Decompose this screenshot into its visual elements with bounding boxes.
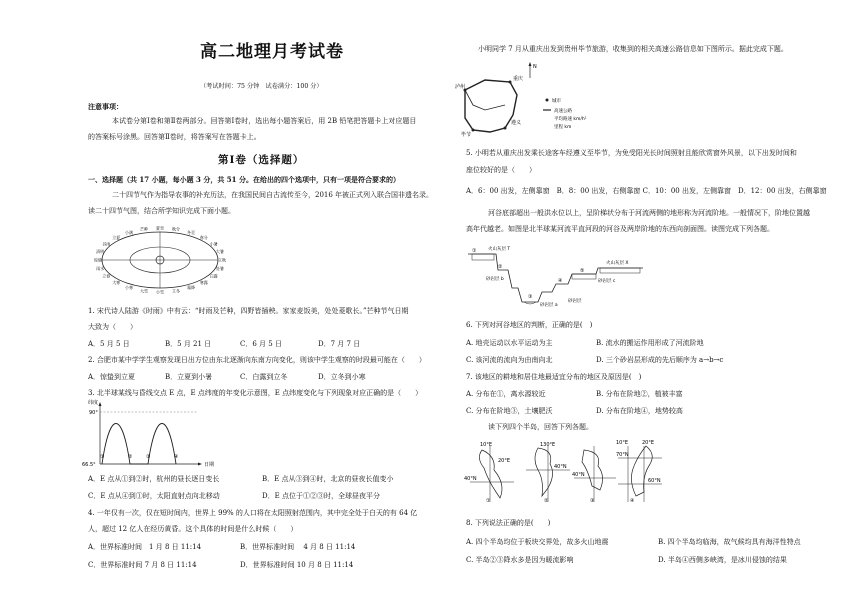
q4-option-a: A．世界标准时间 1 月 8 日 11:14 xyxy=(88,543,202,551)
solar-term-label: 立夏 xyxy=(112,234,121,240)
solar-term-label: 秋分 xyxy=(172,226,180,232)
q6-option-b: B. 流水的搬运作用形成了河流阶地 xyxy=(596,339,704,347)
page-title: 高二地理月考试卷 xyxy=(200,42,344,62)
peninsula-3 xyxy=(582,450,603,490)
q2-option-d: D．立冬到小寒 xyxy=(318,373,366,381)
solar-term-label: 谷雨 xyxy=(102,241,111,247)
q5-stem-1: 5. 小明若从重庆出发乘长途客车经遵义至毕节，为免受阳光长时间照射且能欣赏窗外风景，以下出发时间和 xyxy=(466,149,797,157)
peninsula-4-lat-2: 60°N xyxy=(648,478,661,484)
place-chongqing: 重庆 xyxy=(513,76,524,82)
solar-term-label: 大寒 xyxy=(112,280,121,286)
place-luzhou: 泸州 xyxy=(455,84,466,90)
y-top-label: 90° xyxy=(89,410,98,416)
y-bottom-label: 66.5° xyxy=(82,462,96,468)
peninsulas-figure xyxy=(466,440,666,506)
peninsula-1-num: ① xyxy=(486,498,491,504)
q6-option-c: C. 该河流的流向为由南向北 xyxy=(466,356,553,364)
label-sand-b: 砂岩层 b xyxy=(486,277,504,282)
peninsula-2 xyxy=(535,448,553,496)
peninsula-3-lat: 40°N xyxy=(572,472,585,478)
notice-heading: 注意事项： xyxy=(88,102,123,111)
solar-term-label: 小暑 xyxy=(209,241,218,247)
notice-line-1: 本试卷分第Ⅰ卷和第Ⅱ卷两部分。回答第Ⅰ卷时，选出每小题答案后，用 2B 铅笔把答题卡上对应题目 xyxy=(112,117,417,125)
section-title: 第Ⅰ卷（选择题） xyxy=(218,154,305,166)
q4-option-d: D．世界标准时间 10 月 8 日 11:14 xyxy=(240,561,354,569)
q7-option-c: C. 分布在阶地③，土壤肥沃 xyxy=(466,407,553,415)
latitude-curve xyxy=(102,424,176,465)
solar-term-label: 小雪 xyxy=(156,289,164,295)
peninsula-2-lon: 130°E xyxy=(540,442,556,448)
latitude-curve-figure xyxy=(82,400,228,470)
q3-option-c: C．E 点从④到①时，太阳直射点向北移动 xyxy=(88,492,220,500)
legend-city: 城市 xyxy=(552,99,561,104)
solar-term-label: 小寒 xyxy=(125,285,133,291)
label-sand: 砂岩层 xyxy=(568,299,582,304)
solar-term-label: 寒露 xyxy=(199,280,208,286)
q8-option-c: C. 半岛②③降水多是因为暖流影响 xyxy=(466,556,574,564)
q3-stem: 3. 北半球某线与昏线交点 E 点，E 点纬度的年变化示意图，E 点纬度变化与下列现象对应正确的是（ ） xyxy=(88,389,423,397)
q1-option-a: A．5 月 5 日 xyxy=(88,340,130,348)
q3-option-d: D．E 点位于①②③时，全球昼夜平分 xyxy=(262,492,380,500)
peninsula-4-num: ④ xyxy=(630,498,635,504)
intro-2: 小明同学 7 月从重庆出发到贵州毕节旅游，收集到的相关高速公路信息如下图所示。据此完成下题。 xyxy=(478,45,788,53)
peninsula-4-lon-2: 20°E xyxy=(642,440,655,446)
notice-line-2: 的答案标号涂黑。回答第Ⅱ卷时，将答案写在答题卡上。 xyxy=(88,133,261,141)
q8-stem: 8. 下列说法正确的是( ) xyxy=(466,519,551,527)
peninsula-3-num: ③ xyxy=(590,498,595,504)
section-instruction: 一、选择题（共 17 小题，每小题 3 分，共 51 分。在给出的四个选项中，只有一项是符合要求的） xyxy=(88,175,400,184)
peninsula-1-lat: 20°E xyxy=(498,458,511,464)
q4-option-b: B．世界标准时间 4 月 8 日 11:14 xyxy=(240,543,356,551)
q2-option-b: B．立夏到小暑 xyxy=(165,373,213,381)
solar-terms-figure xyxy=(95,222,225,298)
terrace-5: ⑤ xyxy=(580,268,585,274)
solar-term-label: 惊蛰 xyxy=(94,257,102,263)
solar-term-label: 处暑 xyxy=(215,265,224,271)
peninsula-2-num: ② xyxy=(544,498,549,504)
q1-option-b: B．5 月 21 日 xyxy=(165,340,212,348)
solar-term-label: 雨水 xyxy=(96,265,105,271)
point-1: ① xyxy=(100,454,105,460)
q5-stem-2: 座位较好的是（ ） xyxy=(466,166,536,174)
exam-meta: （考试时间：75 分钟 试卷满分：100 分） xyxy=(200,83,323,90)
q2-option-c: C．白露到立冬 xyxy=(240,373,288,381)
point-3: ③ xyxy=(146,454,151,460)
legend-highway: 高速公路 xyxy=(554,109,572,114)
intro-3-line-2: 高年代越老。如图是北半球某河流平直河段的河谷及两岸阶地的东西向剖面图。读图完成下列各题。 xyxy=(466,225,774,233)
place-zunyi: 遵义 xyxy=(511,120,522,126)
solar-term-label: 春分 xyxy=(199,234,208,240)
peninsula-4-lat-1: 70°N xyxy=(616,452,629,458)
point-2: ② xyxy=(128,454,133,460)
terrace-2: ② xyxy=(498,264,503,270)
solar-term-label: 小满 xyxy=(125,229,133,235)
highway-map xyxy=(455,60,635,138)
north-arrow: N xyxy=(533,64,537,70)
solar-term-label: 芒种 xyxy=(140,226,148,232)
q4-stem-1: 4. 一年仅有一次，仅在短时间内，世界上 99% 的人口将在太阳照射范围内，其中完全处于白天的有 64 亿 xyxy=(88,509,418,517)
q6-option-d: D. 三个砂岩层形成的先后顺序为 a→b→c xyxy=(596,356,724,364)
x-axis-label: 日期 xyxy=(204,462,215,468)
solar-term-label: 白露 xyxy=(209,273,218,279)
intro-3-line-1: 河谷底部超出一般洪水位以上，呈阶梯状分布于河流两侧的地形称为河流阶地。一般情况下，阶地位置越 xyxy=(488,209,810,217)
q1-option-d: D．7 月 7 日 xyxy=(318,340,361,348)
q3-option-a: A．E 点从①到②时，杭州的昼长逐日变长 xyxy=(88,475,220,483)
solar-term-label: 冬至 xyxy=(187,229,195,235)
terrace-3: ③ xyxy=(528,294,533,300)
peninsula-4-lon-1: 10°E xyxy=(616,440,629,446)
q4-option-c: C．世界标准时间 7 月 8 日 11:14 xyxy=(88,561,197,569)
q6-stem: 6. 下列对河谷地区的判断，正确的是( ) xyxy=(466,321,593,329)
q1-stem-2: 大致为（ ） xyxy=(88,323,137,331)
label-ash-t: 火山灰层 T xyxy=(488,247,511,252)
terrace-4: ④ xyxy=(558,278,563,284)
q7-option-b: B. 分布在阶地②，植被丰富 xyxy=(596,390,683,398)
q3-option-b: B．E 点从③到④时，北京的昼夜长值变小 xyxy=(262,475,394,483)
q7-option-d: D. 分布在阶地④，地势较高 xyxy=(596,407,683,415)
solar-term-label: 立春 xyxy=(102,273,111,279)
peninsula-2-lat: 40°N xyxy=(554,464,567,470)
label-sand-a: 砂岩层 a xyxy=(540,303,558,308)
y-axis-label: 纬度 xyxy=(88,400,99,406)
label-sand-c: 砂岩层 c xyxy=(598,279,616,284)
terrace-1: ① xyxy=(472,248,477,254)
solar-term-label: 清明 xyxy=(96,249,105,255)
peninsula-1-lat-2: 40°N xyxy=(464,476,477,482)
intro-1-line-1: 二十四节气作为指导农事的补充历法，在我国民间自古流传至今，2016 年被正式列入联合国非遗名录。 xyxy=(112,191,434,199)
q2-stem: 2. 合肥市某中学学生观察发现日出方位由东北逐渐向东南方向变化，则该中学生观察的时段最可能在（ ） xyxy=(88,356,426,364)
label-ash-x: 火山灰层 X xyxy=(606,261,629,266)
q8-option-b: B. 四个半岛均临海，故气候均具有海洋性特点 xyxy=(658,538,801,546)
legend-speed: 平均路速 km/h¹ xyxy=(554,117,587,122)
q2-option-a: A．惊蛰到立夏 xyxy=(88,373,136,381)
solar-term-label: 霜降 xyxy=(187,285,195,291)
q8-option-d: D. 半岛④西侧多峡湾，是冰川侵蚀的结果 xyxy=(658,556,787,564)
legend-mileage: 里程 km xyxy=(554,125,572,130)
solar-term-label: 立秋 xyxy=(218,257,226,263)
solar-term-label: 大暑 xyxy=(215,249,224,255)
highway-loop xyxy=(465,80,517,132)
intro-4: 读下列四个半岛，回答下列各题。 xyxy=(488,423,593,431)
q5-options: A．6：00 出发，左侧靠窗 B．8：00 出发，右侧靠窗 C．10：00 出发，左侧靠窗 D．12：00 出发，右侧靠窗 xyxy=(466,187,827,195)
solar-term-label: 立冬 xyxy=(172,288,180,294)
peninsula-4 xyxy=(631,446,652,496)
peninsula-1-lon: 10°E xyxy=(480,442,493,448)
q7-stem: 7. 该地区的耕地和居住地最适宜分布的地区及原因是( ) xyxy=(466,373,642,381)
q1-stem-1: 1. 宋代诗人陆游《时雨》中有云：“时雨及芒种，四野皆插秧。家家麦饭美，处处菱歌长。”芒种节气日期 xyxy=(88,307,409,315)
q4-stem-2: 人，超过 12 亿人在经历黄昏。这个具体的时间是什么时候（ ） xyxy=(88,525,298,533)
q1-option-c: C．6 月 5 日 xyxy=(240,340,282,348)
point-4: ④ xyxy=(174,454,179,460)
q8-option-a: A. 四个半岛均位于板块交界处，故多火山地震 xyxy=(466,538,609,546)
solar-term-label: 大雪 xyxy=(140,288,148,294)
q6-option-a: A. 地壳运动以水平运动为主 xyxy=(466,339,553,347)
river-terrace-figure xyxy=(468,240,648,312)
q7-option-a: A. 分布在①，离水源较近 xyxy=(466,390,546,398)
intro-1-line-2: 读二十四节气图，结合所学知识完成下面小题。 xyxy=(88,207,235,215)
solar-term-label: 夏至 xyxy=(156,225,164,231)
place-bijie: 毕节 xyxy=(461,132,472,138)
